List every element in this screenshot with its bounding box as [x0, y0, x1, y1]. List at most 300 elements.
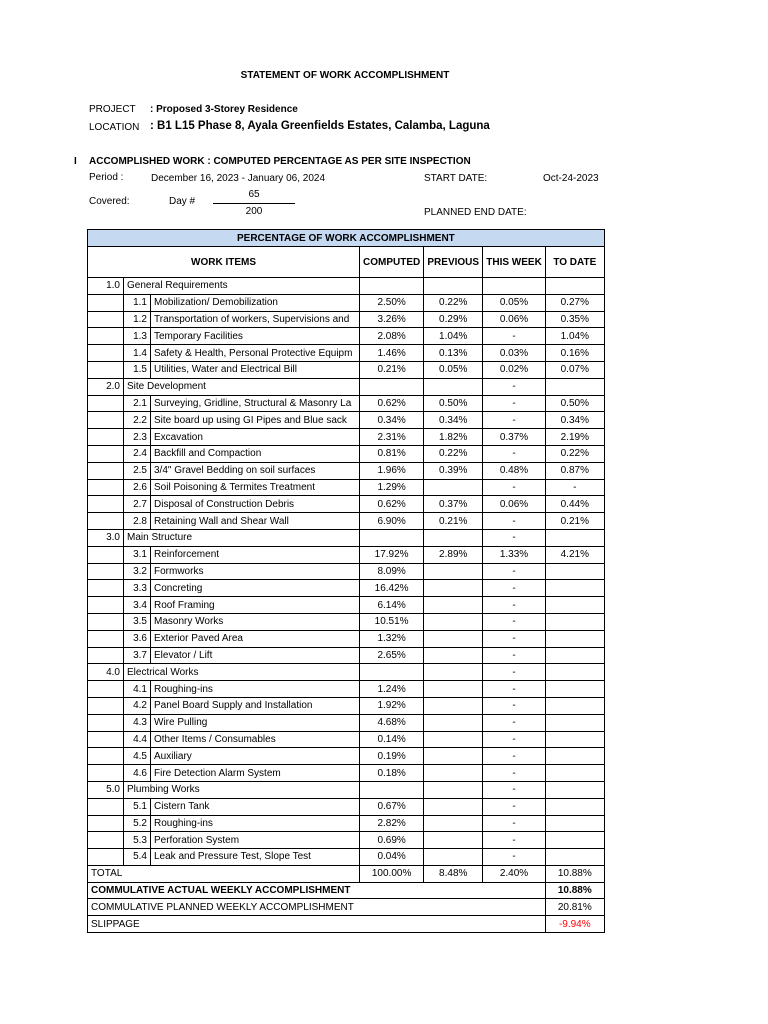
- computed-cell: 3.26%: [360, 311, 424, 328]
- indent-cell: [88, 681, 124, 698]
- indent-cell: [88, 445, 124, 462]
- summary-row: [88, 899, 605, 916]
- to-date-cell: 0.50%: [545, 395, 604, 412]
- item-name: Retaining Wall and Shear Wall: [151, 513, 360, 530]
- item-name: Roughing-ins: [151, 681, 360, 698]
- to-date-cell: [545, 664, 604, 681]
- group-row: [88, 781, 605, 798]
- item-number: 2.3: [124, 429, 151, 446]
- item-number: 3.6: [124, 630, 151, 647]
- table-row: [88, 765, 605, 782]
- indent-cell: [88, 328, 124, 345]
- previous-cell: [424, 681, 483, 698]
- to-date-cell: [545, 798, 604, 815]
- table-row: [88, 580, 605, 597]
- to-date-cell: [545, 278, 604, 295]
- summary-row: [88, 882, 605, 899]
- table-row: [88, 328, 605, 345]
- computed-cell: 0.14%: [360, 731, 424, 748]
- previous-cell: [424, 781, 483, 798]
- item-name: Elevator / Lift: [151, 647, 360, 664]
- indent-cell: [88, 765, 124, 782]
- section-numeral: I: [74, 156, 77, 167]
- this-week-cell: 0.02%: [483, 361, 546, 378]
- item-name: Site board up using GI Pipes and Blue sack: [151, 412, 360, 429]
- to-date-cell: 0.27%: [545, 294, 604, 311]
- item-name: Cistern Tank: [151, 798, 360, 815]
- this-week-cell: -: [483, 748, 546, 765]
- item-name: Excavation: [151, 429, 360, 446]
- group-name: Electrical Works: [124, 664, 360, 681]
- summary-value: -9.94%: [545, 916, 604, 933]
- to-date-cell: [545, 832, 604, 849]
- to-date-cell: 0.07%: [545, 361, 604, 378]
- item-name: Utilities, Water and Electrical Bill: [151, 361, 360, 378]
- to-date-cell: 0.16%: [545, 345, 604, 362]
- indent-cell: [88, 395, 124, 412]
- computed-cell: [360, 278, 424, 295]
- indent-cell: [88, 832, 124, 849]
- previous-cell: 0.50%: [424, 395, 483, 412]
- previous-cell: [424, 529, 483, 546]
- group-name: Plumbing Works: [124, 781, 360, 798]
- this-week-cell: -: [483, 832, 546, 849]
- computed-cell: 1.46%: [360, 345, 424, 362]
- this-week-cell: 0.06%: [483, 311, 546, 328]
- computed-cell: 0.62%: [360, 496, 424, 513]
- table-row: [88, 445, 605, 462]
- previous-cell: [424, 563, 483, 580]
- item-name: Concreting: [151, 580, 360, 597]
- previous-cell: [424, 731, 483, 748]
- item-number: 3.1: [124, 546, 151, 563]
- this-week-cell: 1.33%: [483, 546, 546, 563]
- previous-cell: 2.89%: [424, 546, 483, 563]
- indent-cell: [88, 647, 124, 664]
- previous-cell: [424, 647, 483, 664]
- total-row: [88, 865, 605, 882]
- previous-cell: [424, 278, 483, 295]
- table-header-row: [88, 247, 605, 278]
- indent-cell: [88, 697, 124, 714]
- previous-cell: [424, 580, 483, 597]
- indent-cell: [88, 563, 124, 580]
- computed-cell: 2.50%: [360, 294, 424, 311]
- indent-cell: [88, 496, 124, 513]
- this-week-cell: 0.48%: [483, 462, 546, 479]
- this-week-cell: -: [483, 613, 546, 630]
- summary-label: COMMULATIVE PLANNED WEEKLY ACCOMPLISHMENT: [88, 899, 546, 916]
- to-date-cell: [545, 849, 604, 866]
- indent-cell: [88, 597, 124, 614]
- computed-cell: 2.65%: [360, 647, 424, 664]
- indent-cell: [88, 412, 124, 429]
- item-number: 5.4: [124, 849, 151, 866]
- document-title: STATEMENT OF WORK ACCOMPLISHMENT: [240, 70, 450, 81]
- item-name: Reinforcement: [151, 546, 360, 563]
- this-week-cell: -: [483, 479, 546, 496]
- computed-cell: 17.92%: [360, 546, 424, 563]
- fraction-line: [213, 203, 295, 204]
- summary-value: 10.88%: [545, 882, 604, 899]
- this-week-cell: -: [483, 563, 546, 580]
- table-row: [88, 462, 605, 479]
- group-name: Main Structure: [124, 529, 360, 546]
- table-row: [88, 546, 605, 563]
- summary-value: 20.81%: [545, 899, 604, 916]
- previous-cell: [424, 613, 483, 630]
- previous-cell: [424, 798, 483, 815]
- item-number: 2.1: [124, 395, 151, 412]
- table-row: [88, 731, 605, 748]
- to-date-cell: [545, 529, 604, 546]
- table-row: [88, 798, 605, 815]
- previous-cell: [424, 697, 483, 714]
- this-week-cell: -: [483, 815, 546, 832]
- this-week-cell: -: [483, 445, 546, 462]
- project-label: PROJECT: [89, 104, 136, 115]
- section-title: ACCOMPLISHED WORK : COMPUTED PERCENTAGE AS PER SITE INSPECTION: [89, 156, 471, 167]
- to-date-cell: [545, 765, 604, 782]
- indent-cell: [88, 462, 124, 479]
- previous-cell: 0.22%: [424, 445, 483, 462]
- computed-cell: 2.82%: [360, 815, 424, 832]
- previous-cell: [424, 664, 483, 681]
- item-number: 5.2: [124, 815, 151, 832]
- day-denominator: 200: [245, 206, 263, 217]
- item-name: Backfill and Compaction: [151, 445, 360, 462]
- summary-label: COMMULATIVE ACTUAL WEEKLY ACCOMPLISHMENT: [88, 882, 546, 899]
- computed-cell: 0.69%: [360, 832, 424, 849]
- table-row: [88, 361, 605, 378]
- item-name: Surveying, Gridline, Structural & Masonry La: [151, 395, 360, 412]
- item-number: 4.3: [124, 714, 151, 731]
- to-date-cell: 0.44%: [545, 496, 604, 513]
- to-date-cell: 4.21%: [545, 546, 604, 563]
- table-row: [88, 714, 605, 731]
- item-name: Safety & Health, Personal Protective Equipm: [151, 345, 360, 362]
- previous-cell: 0.34%: [424, 412, 483, 429]
- indent-cell: [88, 630, 124, 647]
- location-value: : B1 L15 Phase 8, Ayala Greenfields Estates, Calamba, Laguna: [150, 120, 490, 132]
- indent-cell: [88, 361, 124, 378]
- table-row: [88, 311, 605, 328]
- item-number: 4.2: [124, 697, 151, 714]
- header-previous: PREVIOUS: [424, 247, 483, 278]
- previous-cell: [424, 597, 483, 614]
- to-date-cell: 0.87%: [545, 462, 604, 479]
- start-date-value: Oct-24-2023: [543, 173, 599, 184]
- table-row: [88, 647, 605, 664]
- item-name: Panel Board Supply and Installation: [151, 697, 360, 714]
- table-row: [88, 613, 605, 630]
- item-number: 1.3: [124, 328, 151, 345]
- indent-cell: [88, 294, 124, 311]
- computed-cell: 4.68%: [360, 714, 424, 731]
- computed-cell: [360, 781, 424, 798]
- day-numerator: 65: [248, 189, 260, 200]
- this-week-cell: 0.37%: [483, 429, 546, 446]
- previous-cell: 0.29%: [424, 311, 483, 328]
- table-row: [88, 563, 605, 580]
- item-name: Fire Detection Alarm System: [151, 765, 360, 782]
- indent-cell: [88, 731, 124, 748]
- group-number: 1.0: [88, 278, 124, 295]
- computed-cell: 2.31%: [360, 429, 424, 446]
- previous-cell: 0.13%: [424, 345, 483, 362]
- accomplishment-table: [87, 229, 605, 933]
- computed-cell: 1.92%: [360, 697, 424, 714]
- total-to-date: 10.88%: [545, 865, 604, 882]
- computed-cell: 16.42%: [360, 580, 424, 597]
- this-week-cell: -: [483, 412, 546, 429]
- computed-cell: 1.29%: [360, 479, 424, 496]
- item-name: Transportation of workers, Supervisions and: [151, 311, 360, 328]
- group-row: [88, 278, 605, 295]
- item-number: 2.2: [124, 412, 151, 429]
- group-name: General Requirements: [124, 278, 360, 295]
- computed-cell: 1.24%: [360, 681, 424, 698]
- start-date-label: START DATE:: [424, 173, 488, 184]
- computed-cell: [360, 529, 424, 546]
- table-row: [88, 496, 605, 513]
- item-name: Disposal of Construction Debris: [151, 496, 360, 513]
- item-name: Formworks: [151, 563, 360, 580]
- to-date-cell: [545, 681, 604, 698]
- this-week-cell: -: [483, 597, 546, 614]
- to-date-cell: [545, 613, 604, 630]
- item-name: Other Items / Consumables: [151, 731, 360, 748]
- to-date-cell: 0.21%: [545, 513, 604, 530]
- this-week-cell: -: [483, 630, 546, 647]
- table-row: [88, 697, 605, 714]
- item-number: 4.6: [124, 765, 151, 782]
- previous-cell: [424, 714, 483, 731]
- indent-cell: [88, 613, 124, 630]
- this-week-cell: -: [483, 849, 546, 866]
- to-date-cell: [545, 563, 604, 580]
- previous-cell: [424, 630, 483, 647]
- computed-cell: [360, 378, 424, 395]
- table-title: PERCENTAGE OF WORK ACCOMPLISHMENT: [88, 230, 605, 247]
- item-name: Roughing-ins: [151, 815, 360, 832]
- indent-cell: [88, 580, 124, 597]
- to-date-cell: [545, 378, 604, 395]
- item-name: Leak and Pressure Test, Slope Test: [151, 849, 360, 866]
- item-number: 3.5: [124, 613, 151, 630]
- item-number: 3.7: [124, 647, 151, 664]
- project-value: : Proposed 3-Storey Residence: [150, 104, 298, 115]
- computed-cell: [360, 664, 424, 681]
- table-row: [88, 479, 605, 496]
- computed-cell: 0.81%: [360, 445, 424, 462]
- this-week-cell: -: [483, 647, 546, 664]
- computed-cell: 6.90%: [360, 513, 424, 530]
- table-row: [88, 345, 605, 362]
- this-week-cell: -: [483, 395, 546, 412]
- table-row: [88, 832, 605, 849]
- this-week-cell: -: [483, 513, 546, 530]
- item-number: 2.7: [124, 496, 151, 513]
- to-date-cell: [545, 748, 604, 765]
- item-number: 2.8: [124, 513, 151, 530]
- this-week-cell: -: [483, 731, 546, 748]
- to-date-cell: [545, 781, 604, 798]
- item-number: 4.4: [124, 731, 151, 748]
- table-row: [88, 815, 605, 832]
- group-number: 3.0: [88, 529, 124, 546]
- to-date-cell: 2.19%: [545, 429, 604, 446]
- group-row: [88, 664, 605, 681]
- header-work-items: WORK ITEMS: [88, 247, 360, 278]
- indent-cell: [88, 479, 124, 496]
- table-title-row: [88, 230, 605, 247]
- previous-cell: [424, 378, 483, 395]
- item-name: Auxiliary: [151, 748, 360, 765]
- day-label: Day #: [169, 196, 196, 207]
- previous-cell: 0.39%: [424, 462, 483, 479]
- item-number: 5.1: [124, 798, 151, 815]
- computed-cell: 1.32%: [360, 630, 424, 647]
- header-this-week: THIS WEEK: [483, 247, 546, 278]
- item-number: 4.1: [124, 681, 151, 698]
- group-number: 4.0: [88, 664, 124, 681]
- item-name: Roof Framing: [151, 597, 360, 614]
- group-name: Site Development: [124, 378, 360, 395]
- total-label: TOTAL: [88, 865, 360, 882]
- location-label: LOCATION: [89, 122, 140, 133]
- item-number: 5.3: [124, 832, 151, 849]
- computed-cell: 8.09%: [360, 563, 424, 580]
- to-date-cell: -: [545, 479, 604, 496]
- computed-cell: 1.96%: [360, 462, 424, 479]
- table-row: [88, 597, 605, 614]
- indent-cell: [88, 429, 124, 446]
- computed-cell: 0.62%: [360, 395, 424, 412]
- table-row: [88, 630, 605, 647]
- total-this-week: 2.40%: [483, 865, 546, 882]
- to-date-cell: [545, 580, 604, 597]
- computed-cell: 0.34%: [360, 412, 424, 429]
- indent-cell: [88, 714, 124, 731]
- this-week-cell: [483, 278, 546, 295]
- this-week-cell: 0.03%: [483, 345, 546, 362]
- previous-cell: 0.37%: [424, 496, 483, 513]
- previous-cell: 0.22%: [424, 294, 483, 311]
- summary-label: SLIPPAGE: [88, 916, 546, 933]
- to-date-cell: 0.34%: [545, 412, 604, 429]
- table-row: [88, 429, 605, 446]
- item-name: 3/4" Gravel Bedding on soil surfaces: [151, 462, 360, 479]
- total-previous: 8.48%: [424, 865, 483, 882]
- table-row: [88, 395, 605, 412]
- to-date-cell: 0.35%: [545, 311, 604, 328]
- table-row: [88, 849, 605, 866]
- previous-cell: 1.82%: [424, 429, 483, 446]
- previous-cell: [424, 815, 483, 832]
- to-date-cell: 1.04%: [545, 328, 604, 345]
- item-number: 1.1: [124, 294, 151, 311]
- planned-end-label: PLANNED END DATE:: [424, 207, 527, 218]
- this-week-cell: -: [483, 580, 546, 597]
- computed-cell: 10.51%: [360, 613, 424, 630]
- previous-cell: [424, 849, 483, 866]
- item-number: 1.5: [124, 361, 151, 378]
- group-row: [88, 378, 605, 395]
- group-number: 5.0: [88, 781, 124, 798]
- table-row: [88, 513, 605, 530]
- this-week-cell: -: [483, 529, 546, 546]
- this-week-cell: -: [483, 714, 546, 731]
- to-date-cell: [545, 647, 604, 664]
- group-row: [88, 529, 605, 546]
- item-name: Masonry Works: [151, 613, 360, 630]
- group-number: 2.0: [88, 378, 124, 395]
- indent-cell: [88, 849, 124, 866]
- table-row: [88, 681, 605, 698]
- item-number: 2.4: [124, 445, 151, 462]
- to-date-cell: [545, 630, 604, 647]
- this-week-cell: -: [483, 328, 546, 345]
- period-value: December 16, 2023 - January 06, 2024: [151, 173, 325, 184]
- header-computed: COMPUTED: [360, 247, 424, 278]
- item-name: Exterior Paved Area: [151, 630, 360, 647]
- total-computed: 100.00%: [360, 865, 424, 882]
- indent-cell: [88, 345, 124, 362]
- indent-cell: [88, 513, 124, 530]
- this-week-cell: 0.06%: [483, 496, 546, 513]
- to-date-cell: [545, 731, 604, 748]
- period-label: Period :: [89, 172, 124, 183]
- this-week-cell: -: [483, 765, 546, 782]
- covered-label: Covered:: [89, 196, 130, 207]
- previous-cell: 1.04%: [424, 328, 483, 345]
- item-number: 2.6: [124, 479, 151, 496]
- indent-cell: [88, 748, 124, 765]
- indent-cell: [88, 798, 124, 815]
- computed-cell: 0.19%: [360, 748, 424, 765]
- previous-cell: 0.21%: [424, 513, 483, 530]
- item-name: Perforation System: [151, 832, 360, 849]
- item-name: Temporary Facilities: [151, 328, 360, 345]
- to-date-cell: [545, 714, 604, 731]
- this-week-cell: -: [483, 664, 546, 681]
- computed-cell: 6.14%: [360, 597, 424, 614]
- indent-cell: [88, 311, 124, 328]
- item-name: Mobilization/ Demobilization: [151, 294, 360, 311]
- this-week-cell: -: [483, 781, 546, 798]
- item-number: 2.5: [124, 462, 151, 479]
- item-number: 3.2: [124, 563, 151, 580]
- this-week-cell: -: [483, 681, 546, 698]
- this-week-cell: -: [483, 798, 546, 815]
- computed-cell: 2.08%: [360, 328, 424, 345]
- previous-cell: [424, 765, 483, 782]
- computed-cell: 0.67%: [360, 798, 424, 815]
- this-week-cell: -: [483, 378, 546, 395]
- previous-cell: [424, 479, 483, 496]
- computed-cell: 0.04%: [360, 849, 424, 866]
- computed-cell: 0.18%: [360, 765, 424, 782]
- table-row: [88, 294, 605, 311]
- previous-cell: [424, 832, 483, 849]
- this-week-cell: -: [483, 697, 546, 714]
- item-number: 4.5: [124, 748, 151, 765]
- item-name: Wire Pulling: [151, 714, 360, 731]
- computed-cell: 0.21%: [360, 361, 424, 378]
- this-week-cell: 0.05%: [483, 294, 546, 311]
- to-date-cell: 0.22%: [545, 445, 604, 462]
